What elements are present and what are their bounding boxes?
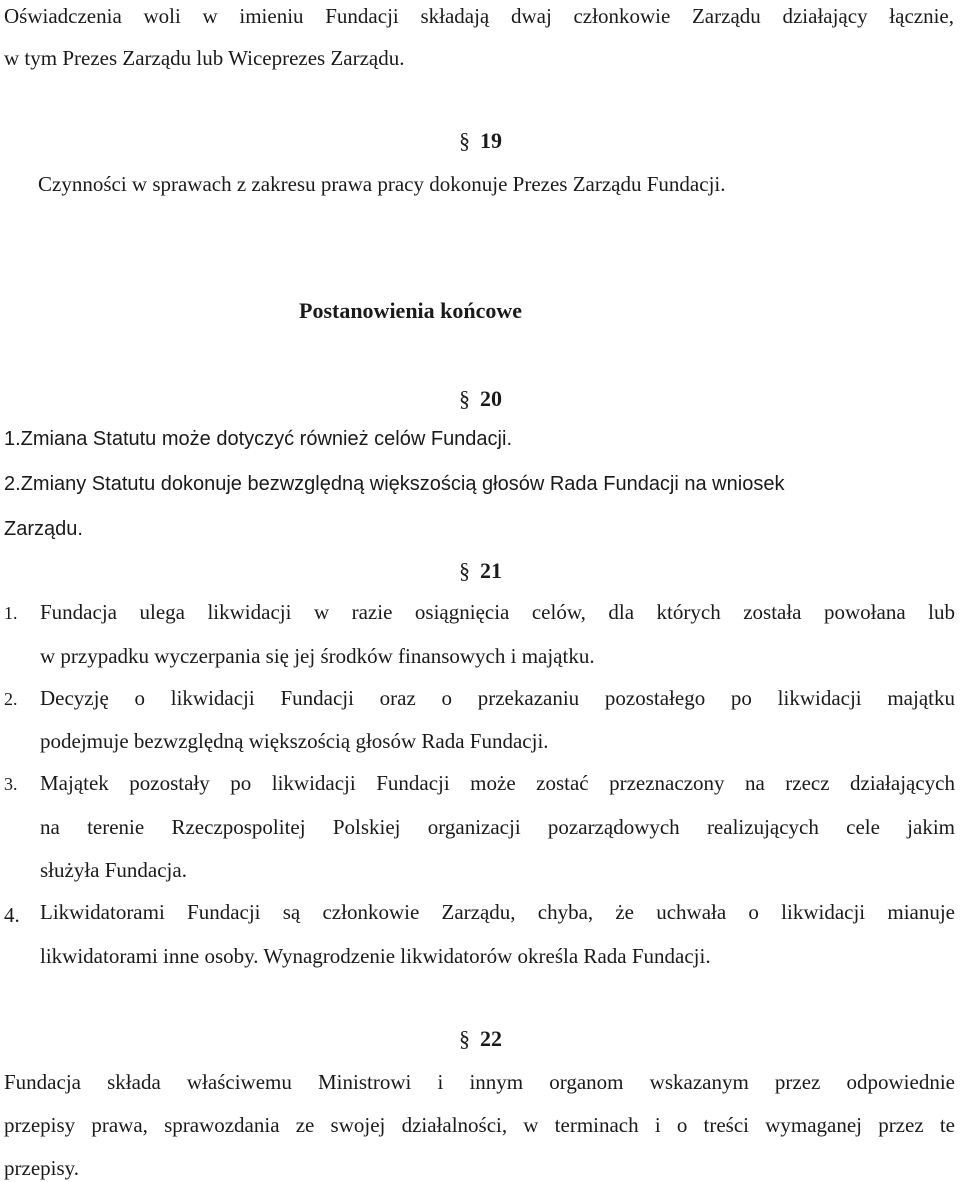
section-21-item-2-number: 2. <box>4 689 18 709</box>
section-21-item-2-line-1: Decyzję o likwidacji Fundacji oraz o przekazaniu pozostałego po likwidacji majątku <box>40 686 955 710</box>
section-20-item-1: 1.Zmiana Statutu może dotyczyć również celów Fundacji. <box>4 428 512 450</box>
section-sign: § <box>459 558 470 583</box>
section-21-item-3-line-1: Majątek pozostały po likwidacji Fundacji może zostać przeznaczony na rzecz działających <box>40 771 955 795</box>
item-number: 2. <box>4 473 21 495</box>
section-sign: § <box>459 128 470 153</box>
section-21-item-1-line-2: w przypadku wyczerpania się jej środków finansowych i majątku. <box>40 644 595 668</box>
section-22-line-2: przepisy prawa, sprawozdania ze swojej działalności, w terminach i o treści wymaganej przez te <box>4 1113 955 1137</box>
section-number: 22 <box>480 1026 502 1051</box>
item-text: Zmiany Statutu dokonuje bezwzględną większością głosów Rada Fundacji na wniosek <box>20 473 785 495</box>
section-21-item-1-line-1: Fundacja ulega likwidacji w razie osiągnięcia celów, dla których została powołana lub <box>40 600 955 624</box>
section-number: 21 <box>480 558 502 583</box>
intro-line-2: w tym Prezes Zarządu lub Wiceprezes Zarządu. <box>4 46 405 70</box>
section-22-line-3: przepisy. <box>4 1156 80 1180</box>
section-21-item-4-line-2: likwidatorami inne osoby. Wynagrodzenie likwidatorów określa Rada Fundacji. <box>40 944 711 968</box>
intro-line-1: Oświadczenia woli w imieniu Fundacji składają dwaj członkowie Zarządu działający łącznie, <box>4 4 954 28</box>
section-sign: § <box>459 386 470 411</box>
section-21-item-1-number: 1. <box>4 603 18 623</box>
section-number: 19 <box>480 128 502 153</box>
section-21-heading <box>459 558 502 583</box>
section-19-heading <box>459 128 502 153</box>
section-number: 20 <box>480 386 502 411</box>
section-22-heading <box>459 1026 502 1051</box>
section-19-text: Czynności w sprawach z zakresu prawa pracy dokonuje Prezes Zarządu Fundacji. <box>38 172 726 196</box>
section-20-item-2 <box>4 473 784 496</box>
section-21-item-2-line-2: podejmuje bezwzględną większością głosów Rada Fundacji. <box>40 729 549 753</box>
section-21-item-3-number: 3. <box>4 774 18 794</box>
section-22-line-1: Fundacja składa właściwemu Ministrowi i innym organom wskazanym przez odpowiednie <box>4 1070 955 1094</box>
section-21-item-3-line-2: na terenie Rzeczpospolitej Polskiej organizacji pozarządowych realizujących cele jakim <box>40 815 955 839</box>
section-21-item-4-line-1: Likwidatorami Fundacji są członkowie Zarządu, chyba, że uchwała o likwidacji mianuje <box>40 900 955 924</box>
section-20-item-2-line-2: Zarządu. <box>4 518 83 540</box>
section-21-item-4-number: 4. <box>4 903 20 927</box>
final-provisions-heading: Postanowienia końcowe <box>299 298 523 323</box>
section-20-heading <box>459 386 502 411</box>
section-sign: § <box>459 1026 470 1051</box>
section-21-item-3-line-3: służyła Fundacja. <box>40 858 187 882</box>
